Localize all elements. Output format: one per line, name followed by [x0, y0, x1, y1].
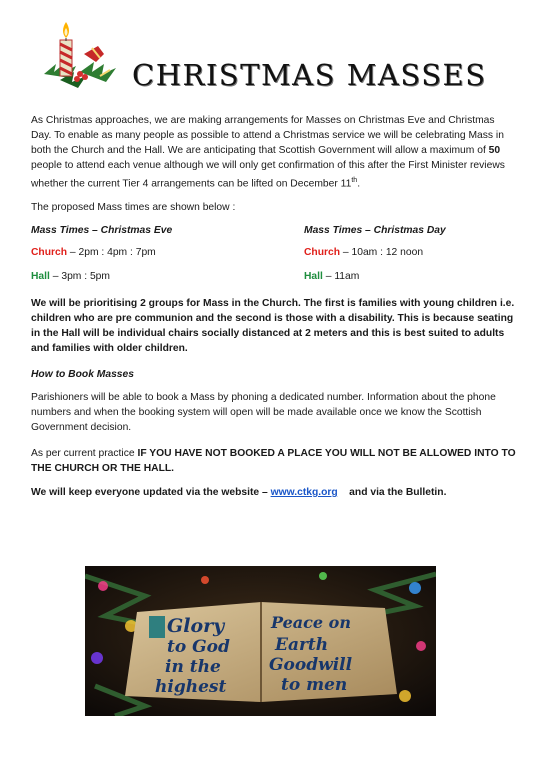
- christmas-day-hall-row: [304, 269, 446, 293]
- intro-text-1: As Christmas approaches, we are making arrangements for Masses on Christmas Eve and Christmas Day. To enable as many people as possible to attend a Christmas service we will be celebrating Mass in both the Church and the Hall. We are anticipating that Scottish Government will allow a maximum of: [31, 115, 504, 156]
- christmas-day-church-row: [304, 245, 446, 269]
- proposed-times-text: The proposed Mass times are shown below :: [31, 202, 236, 213]
- how-to-book-heading: How to Book Masses: [31, 369, 134, 380]
- christmas-eve-column: [31, 223, 172, 293]
- mass-times: [31, 223, 517, 295]
- hall-times: – 11am: [322, 271, 360, 282]
- date-suffix: th: [351, 177, 358, 184]
- hall-label: Hall: [304, 271, 323, 282]
- book-line-4-right: to men: [281, 675, 348, 695]
- book-line-1-right: Peace on: [271, 613, 351, 632]
- christmas-eve-heading: Mass Times – Christmas Eve: [31, 225, 173, 236]
- hall-label: Hall: [31, 271, 50, 282]
- church-label: Church: [304, 247, 341, 258]
- church-times: – 2pm : 4pm : 7pm: [67, 247, 156, 258]
- practice-lead: As per current practice: [31, 448, 138, 459]
- intro-text-2: people to attend each venue although we will only get confirmation of this after the First Minister reviews whether the current Tier 4 arrangements can be lifted on December 11: [31, 160, 505, 190]
- candle-holly-icon: [40, 14, 122, 94]
- book-line-2-right: Earth: [275, 635, 329, 655]
- christmas-eve-church-row: [31, 245, 172, 269]
- max-attendance: 50: [488, 145, 501, 156]
- page-title: CHRISTMAS MASSES: [132, 58, 487, 92]
- christmas-eve-hall-row: [31, 269, 172, 293]
- website-link[interactable]: www.ctkg.org: [270, 487, 338, 498]
- hall-times: – 3pm : 5pm: [49, 271, 110, 282]
- church-times: – 10am : 12 noon: [340, 247, 424, 258]
- book-line-4-left: highest: [155, 677, 227, 697]
- booking-warning: IF YOU HAVE NOT BOOKED A PLACE YOU WILL NOT BE ALLOWED INTO TO THE CHURCH OR THE HALL.: [31, 448, 516, 474]
- how-to-book-paragraph: Parishioners will be able to book a Mass by phoning a dedicated number. Information about the phone numbers and when the booking system will open will be made available once we know the Scottish Government decision.: [31, 392, 496, 433]
- church-label: Church: [31, 247, 68, 258]
- intro-end: .: [357, 178, 361, 190]
- book-line-3-right: Goodwill: [269, 655, 353, 675]
- book-line-1-left: Glory: [167, 615, 225, 637]
- booking-required-paragraph: [31, 446, 517, 476]
- book-line-3-left: in the: [165, 657, 221, 677]
- priority-paragraph: We will be prioritising 2 groups for Mass in the Church. The first is families with young children i.e. children who are pre communion and the second is those with a disability. This is because seating in the Hall will be individual chairs socially distanced at 2 meters and this is best suited to adults and families with older children.: [31, 298, 515, 354]
- updates-tail: and via the Bulletin.: [337, 487, 447, 498]
- christmas-day-column: [304, 223, 446, 293]
- christmas-day-heading: Mass Times – Christmas Day: [304, 225, 446, 236]
- updates-paragraph: [31, 485, 517, 500]
- updates-lead: We will keep everyone updated via the website –: [31, 487, 271, 498]
- glory-to-god-book-image: [85, 566, 436, 716]
- intro-paragraph: [31, 113, 517, 191]
- book-line-2-left: to God: [167, 637, 230, 657]
